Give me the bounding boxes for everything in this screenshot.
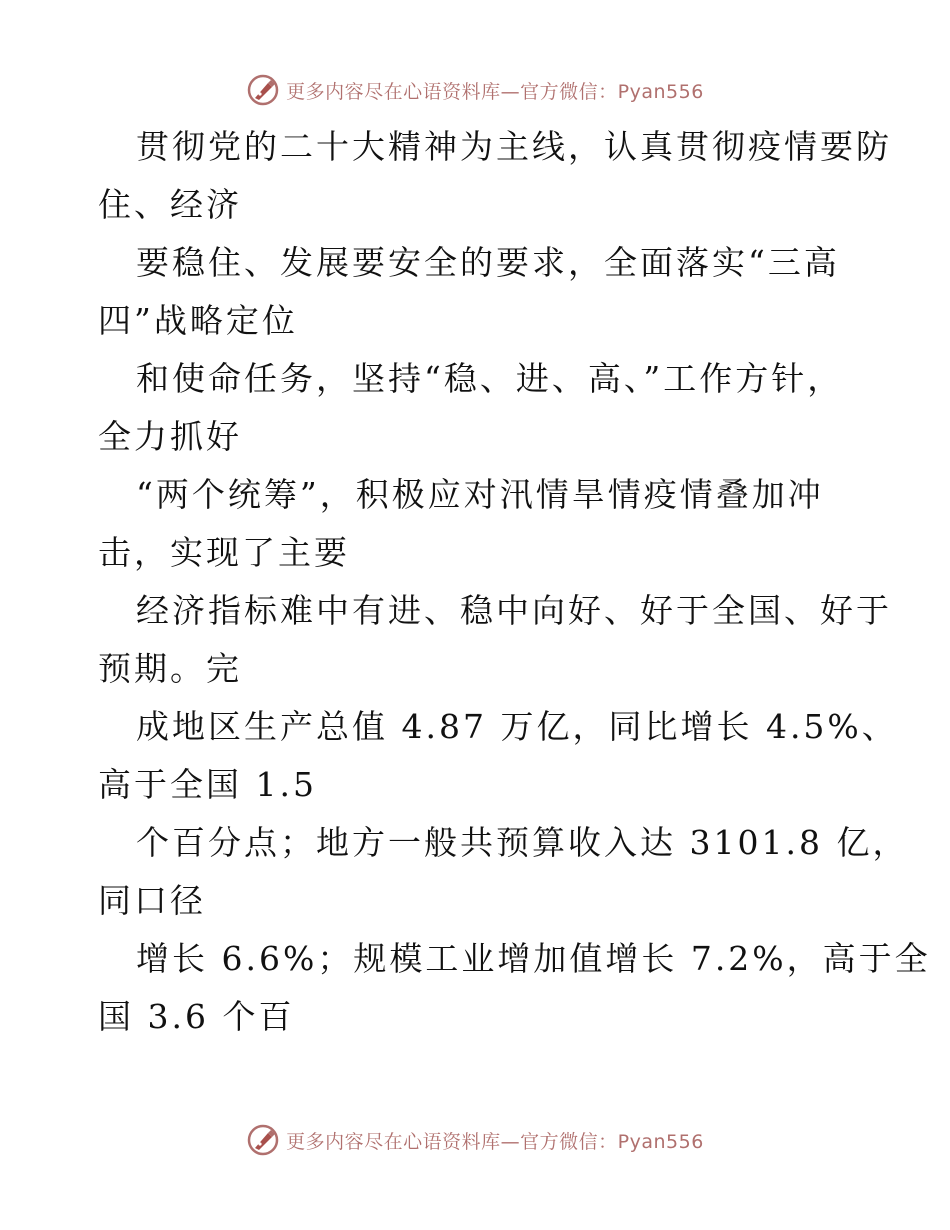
paragraph — [98, 814, 909, 930]
paragraph-line: 个百分点；地方一般共预算收入达 3101.8 亿， — [136, 823, 909, 862]
header-watermark — [0, 70, 950, 110]
paragraph-line: 四”战略定位 — [98, 301, 298, 340]
document-body — [98, 118, 931, 1046]
paragraph-line: 高于全国 1.5 — [98, 765, 317, 804]
watermark-text: 更多内容尽在心语资料库—官方微信：Pyan556 — [286, 1130, 704, 1153]
paragraph-line: 住、经济 — [98, 185, 242, 224]
paragraph-line: 要稳住、发展要安全的要求，全面落实“三高 — [136, 243, 840, 282]
watermark-text: 更多内容尽在心语资料库—官方微信：Pyan556 — [286, 80, 704, 103]
paragraph — [98, 930, 931, 1046]
paragraph — [98, 118, 892, 234]
paragraph — [98, 582, 892, 698]
paragraph-line: 增长 6.6%；规模工业增加值增长 7.2%，高于全 — [136, 939, 931, 978]
paragraph-line: 同口径 — [98, 881, 206, 920]
paragraph-line: 成地区生产总值 4.87 万亿，同比增长 4.5%、 — [136, 707, 898, 746]
paragraph-line: 和使命任务，坚持“稳、进、高、”工作方针， — [136, 359, 844, 398]
paragraph — [98, 698, 898, 814]
pen-nib-logo-icon — [246, 73, 280, 107]
footer-watermark — [0, 1120, 950, 1160]
paragraph — [98, 234, 858, 350]
paragraph-line: 全力抓好 — [98, 417, 242, 456]
paragraph-line: 经济指标难中有进、稳中向好、好于全国、好于 — [136, 591, 892, 630]
paragraph — [98, 350, 858, 466]
paragraph — [98, 466, 858, 582]
paragraph-line: 击，实现了主要 — [98, 533, 350, 572]
paragraph-line: “两个统筹”，积极应对汛情旱情疫情叠加冲 — [136, 475, 824, 514]
paragraph-line: 贯彻党的二十大精神为主线，认真贯彻疫情要防 — [136, 127, 892, 166]
paragraph-line: 国 3.6 个百 — [98, 997, 295, 1036]
paragraph-line: 预期。完 — [98, 649, 242, 688]
pen-nib-logo-icon — [246, 1123, 280, 1157]
